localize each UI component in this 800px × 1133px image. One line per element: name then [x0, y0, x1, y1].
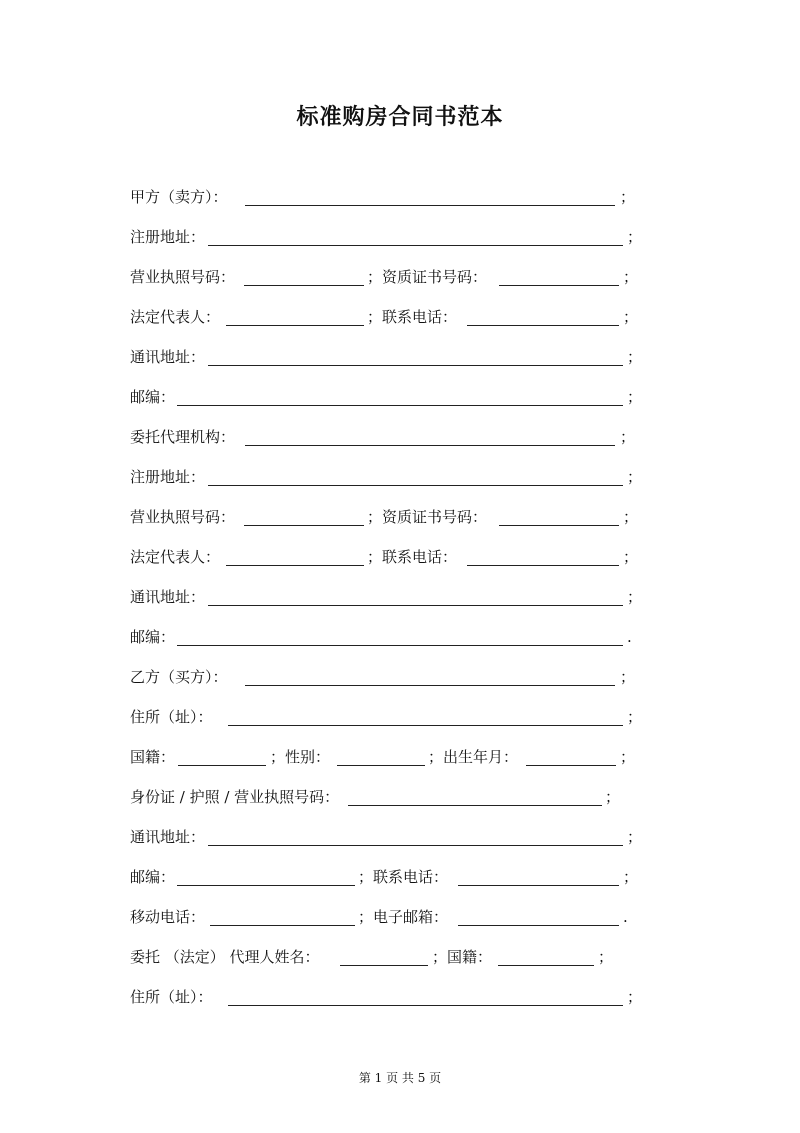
field-label: 法定代表人：	[130, 308, 221, 326]
fill-blank[interactable]	[244, 285, 364, 286]
field-label: 委托 （法定） 代理人姓名：	[130, 948, 320, 966]
field-end: ；	[598, 948, 614, 966]
field-label: ；电子邮箱：	[358, 908, 449, 926]
field-end: ；	[623, 508, 639, 526]
field-end: ；	[620, 428, 636, 446]
fill-blank[interactable]	[226, 565, 364, 566]
field-label: 邮编：	[130, 388, 176, 406]
field-end: ；	[627, 828, 643, 846]
field-end: ；	[627, 588, 643, 606]
fill-blank[interactable]	[348, 805, 602, 806]
field-row-residence	[0, 706, 800, 728]
field-row-mail-address	[0, 346, 800, 368]
field-label: ；性别：	[270, 748, 331, 766]
fill-blank[interactable]	[467, 565, 619, 566]
field-row-legal-rep	[0, 546, 800, 568]
field-end: .	[627, 628, 632, 646]
fill-blank[interactable]	[498, 965, 594, 966]
fill-blank[interactable]	[208, 605, 623, 606]
fill-blank[interactable]	[340, 965, 428, 966]
field-label: 住所（址）：	[130, 708, 213, 726]
fill-blank[interactable]	[177, 885, 355, 886]
field-row-personal-info	[0, 746, 800, 768]
fill-blank[interactable]	[499, 285, 619, 286]
field-label: 通讯地址：	[130, 588, 206, 606]
field-label: ；联系电话：	[367, 308, 458, 326]
field-label: 住所（址）：	[130, 988, 213, 1006]
fill-blank[interactable]	[178, 765, 266, 766]
field-end: ；	[627, 468, 643, 486]
field-end: ；	[605, 788, 621, 806]
fill-blank[interactable]	[228, 725, 623, 726]
fill-blank[interactable]	[245, 685, 615, 686]
field-row-registered-address	[0, 466, 800, 488]
fill-blank[interactable]	[458, 885, 619, 886]
field-label: ；出生年月：	[428, 748, 519, 766]
field-row-buyer	[0, 666, 800, 688]
page-footer: 第 1 页 共 5 页	[358, 1071, 442, 1085]
fill-blank[interactable]	[210, 925, 355, 926]
field-label: ；联系电话：	[367, 548, 458, 566]
field-end: .	[623, 908, 628, 926]
field-label: 甲方（卖方）：	[130, 188, 228, 206]
field-label: 移动电话：	[130, 908, 206, 926]
field-row-postcode	[0, 386, 800, 408]
fill-blank[interactable]	[245, 205, 615, 206]
field-label: 委托代理机构：	[130, 428, 236, 446]
field-row-residence	[0, 986, 800, 1008]
field-end: ；	[627, 228, 643, 246]
field-end: ；	[627, 708, 643, 726]
field-label: 乙方（买方）：	[130, 668, 228, 686]
fill-blank[interactable]	[177, 405, 623, 406]
field-label: 注册地址：	[130, 228, 206, 246]
fill-blank[interactable]	[458, 925, 619, 926]
field-end: ；	[623, 268, 639, 286]
field-row-postcode	[0, 626, 800, 648]
fill-blank[interactable]	[337, 765, 425, 766]
fill-blank[interactable]	[208, 245, 623, 246]
field-row-seller	[0, 186, 800, 208]
fill-blank[interactable]	[177, 645, 623, 646]
fill-blank[interactable]	[228, 1005, 623, 1006]
field-end: ；	[623, 548, 639, 566]
field-end: ；	[623, 308, 639, 326]
fill-blank[interactable]	[467, 325, 619, 326]
field-label: ；联系电话：	[358, 868, 449, 886]
field-label: 身份证 / 护照 / 营业执照号码：	[130, 788, 340, 806]
field-end: ；	[620, 668, 636, 686]
fill-blank[interactable]	[208, 485, 623, 486]
fill-blank[interactable]	[208, 845, 623, 846]
fill-blank[interactable]	[208, 365, 623, 366]
field-label: 营业执照号码：	[130, 268, 236, 286]
field-end: ；	[627, 388, 643, 406]
fill-blank[interactable]	[244, 525, 364, 526]
field-label: 国籍：	[130, 748, 176, 766]
field-row-legal-rep	[0, 306, 800, 328]
fill-blank[interactable]	[245, 445, 615, 446]
field-row-license	[0, 506, 800, 528]
field-row-mobile-email	[0, 906, 800, 928]
document-title: 标准购房合同书范本	[296, 104, 504, 130]
field-label: 法定代表人：	[130, 548, 221, 566]
fill-blank[interactable]	[526, 765, 616, 766]
field-end: ；	[620, 188, 636, 206]
field-label: 营业执照号码：	[130, 508, 236, 526]
field-label: 通讯地址：	[130, 348, 206, 366]
field-label: ；国籍：	[432, 948, 493, 966]
field-end: ；	[620, 748, 636, 766]
field-row-id-number	[0, 786, 800, 808]
field-label: 通讯地址：	[130, 828, 206, 846]
field-end: ；	[623, 868, 639, 886]
field-end: ；	[627, 348, 643, 366]
fill-blank[interactable]	[226, 325, 364, 326]
field-row-postcode-phone	[0, 866, 800, 888]
field-row-agent	[0, 946, 800, 968]
fill-blank[interactable]	[499, 525, 619, 526]
field-label: 邮编：	[130, 868, 176, 886]
field-label: ；资质证书号码：	[367, 268, 488, 286]
field-row-mail-address	[0, 586, 800, 608]
field-row-license	[0, 266, 800, 288]
field-end: ；	[627, 988, 643, 1006]
field-row-agency	[0, 426, 800, 448]
field-row-mail-address	[0, 826, 800, 848]
field-row-registered-address	[0, 226, 800, 248]
field-label: 邮编：	[130, 628, 176, 646]
field-label: 注册地址：	[130, 468, 206, 486]
field-label: ；资质证书号码：	[367, 508, 488, 526]
